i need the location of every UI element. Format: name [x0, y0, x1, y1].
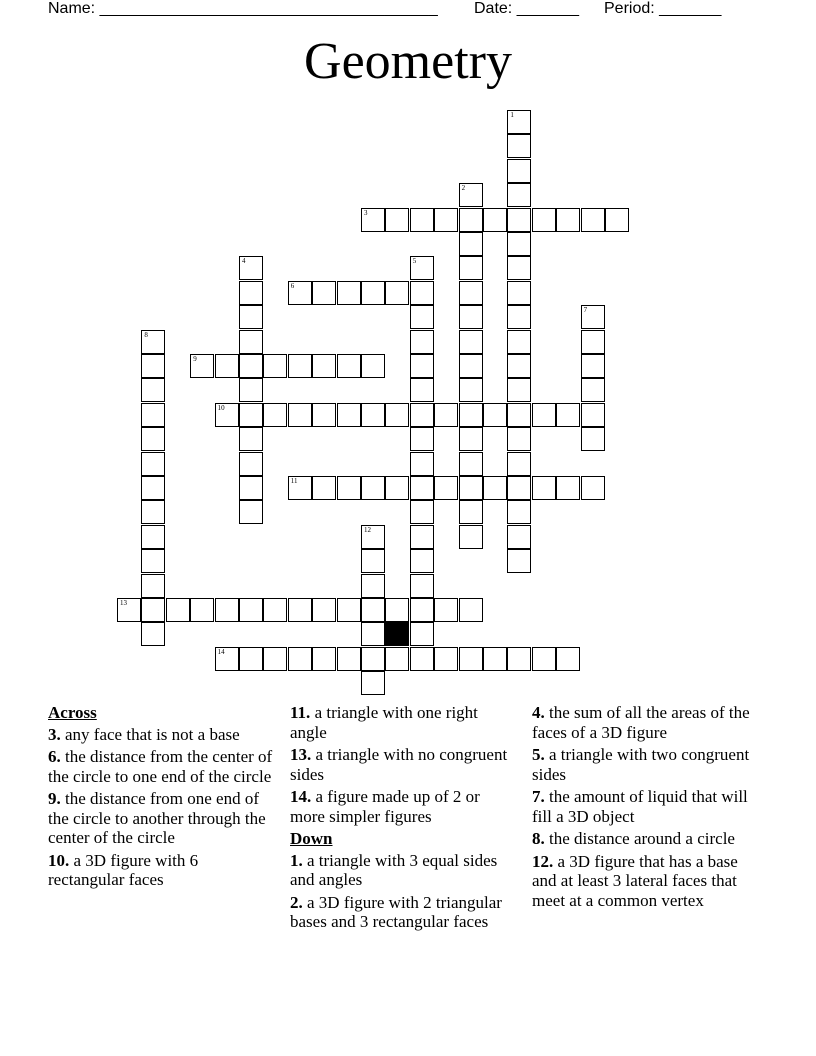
crossword-cell[interactable]: [215, 647, 239, 671]
clue-number: 5: [412, 257, 417, 266]
crossword-cell[interactable]: [507, 232, 531, 256]
clue-number: 2: [461, 184, 466, 193]
crossword-cell[interactable]: [410, 574, 434, 598]
crossword-cell[interactable]: [288, 354, 312, 378]
crossword-cell[interactable]: [141, 500, 165, 524]
crossword-cell[interactable]: [239, 427, 263, 451]
crossword-cell[interactable]: [263, 598, 287, 622]
crossword-cell[interactable]: [556, 208, 580, 232]
crossword-cell[interactable]: [337, 476, 361, 500]
crossword-cell[interactable]: [532, 403, 556, 427]
crossword-cell[interactable]: [410, 354, 434, 378]
clue-number: 11: [290, 477, 298, 485]
crossword-cell[interactable]: [337, 598, 361, 622]
crossword-cell[interactable]: [459, 330, 483, 354]
crossword-cell[interactable]: [507, 647, 531, 671]
crossword-cell[interactable]: [361, 281, 385, 305]
crossword-cell[interactable]: [410, 403, 434, 427]
crossword-cell[interactable]: [581, 378, 605, 402]
crossword-cell[interactable]: [141, 574, 165, 598]
crossword-cell[interactable]: [556, 403, 580, 427]
crossword-cell[interactable]: [215, 598, 239, 622]
crossword-cell[interactable]: [434, 598, 458, 622]
crossword-cell[interactable]: [239, 647, 263, 671]
clue-number: 6: [290, 281, 295, 290]
clue-down-7: 7. the amount of liquid that will fill a 3D object: [532, 787, 748, 826]
crossword-cell[interactable]: [459, 525, 483, 549]
crossword-cell[interactable]: [507, 549, 531, 573]
crossword-cell[interactable]: [361, 647, 385, 671]
crossword-cell[interactable]: [410, 256, 434, 280]
crossword-cell[interactable]: [507, 500, 531, 524]
crossword-cell[interactable]: [410, 622, 434, 646]
clue-down-4: 4. the sum of all the areas of the faces of a 3D figure: [532, 703, 750, 742]
clue-number: 8: [144, 330, 148, 339]
crossword-cell[interactable]: [459, 598, 483, 622]
crossword-cell[interactable]: [385, 476, 409, 500]
crossword-cell[interactable]: [239, 378, 263, 402]
clue-number: 7: [583, 306, 588, 315]
clue-across-11: 11. a triangle with one right angle: [290, 703, 478, 742]
crossword-cell[interactable]: [312, 598, 336, 622]
crossword-cell[interactable]: [361, 525, 385, 549]
crossword-cell[interactable]: [288, 647, 312, 671]
clue-number: 13: [120, 599, 127, 607]
crossword-cell[interactable]: [459, 452, 483, 476]
clue-across-10: 10. a 3D figure with 6 rectangular faces: [48, 850, 199, 889]
crossword-cell[interactable]: [239, 256, 263, 280]
crossword-cell[interactable]: [556, 476, 580, 500]
crossword-cell[interactable]: [459, 403, 483, 427]
crossword-cell[interactable]: [141, 549, 165, 573]
crossword-cell[interactable]: [410, 305, 434, 329]
crossword-cell[interactable]: [483, 403, 507, 427]
crossword-cell[interactable]: [507, 476, 531, 500]
crossword-cell[interactable]: [337, 281, 361, 305]
crossword-cell[interactable]: [239, 281, 263, 305]
crossword-cell[interactable]: [288, 281, 312, 305]
period-field-label: Period: _______: [604, 0, 722, 17]
crossword-cell[interactable]: [141, 403, 165, 427]
clue-down-1: 1. a triangle with 3 equal sides and angles: [290, 850, 498, 889]
crossword-cell[interactable]: [532, 476, 556, 500]
crossword-cell[interactable]: [239, 403, 263, 427]
crossword-cell[interactable]: [141, 622, 165, 646]
crossword-cell[interactable]: [434, 647, 458, 671]
clue-number: 14: [217, 647, 225, 656]
crossword-cell[interactable]: [141, 476, 165, 500]
crossword-cell[interactable]: [361, 574, 385, 598]
clue-across-3: 3. any face that is not a base: [48, 724, 240, 744]
crossword-cell[interactable]: [239, 476, 263, 500]
clue-across-6: 6. the distance from the center of the circle to one end of the circle: [48, 747, 273, 786]
name-field-label: Name: ______________________________________: [48, 0, 438, 17]
crossword-cell[interactable]: [141, 378, 165, 402]
crossword-cell[interactable]: [459, 281, 483, 305]
clue-down-5: 5. a triangle with two congruent sides: [532, 745, 750, 784]
crossword-cell[interactable]: [410, 598, 434, 622]
crossword-cell[interactable]: [459, 305, 483, 329]
crossword-cell[interactable]: [507, 256, 531, 280]
crossword-cell[interactable]: [190, 354, 214, 378]
crossword-cell[interactable]: [459, 378, 483, 402]
clue-number: 3: [364, 208, 368, 217]
crossword-cell[interactable]: [141, 525, 165, 549]
crossword-cell[interactable]: [507, 305, 531, 329]
crossword-cell[interactable]: [288, 598, 312, 622]
crossword-cell[interactable]: [507, 525, 531, 549]
crossword-cell[interactable]: [385, 647, 409, 671]
crossword-cell[interactable]: [141, 598, 165, 622]
crossword-cell[interactable]: [410, 330, 434, 354]
clues-column-3: [532, 703, 757, 913]
crossword-cell[interactable]: [141, 354, 165, 378]
crossword-cell[interactable]: [239, 500, 263, 524]
crossword-cell[interactable]: [459, 354, 483, 378]
clues-column-1: [48, 703, 273, 893]
crossword-cell[interactable]: [337, 403, 361, 427]
crossword-cell[interactable]: [459, 647, 483, 671]
crossword-cell[interactable]: [361, 208, 385, 232]
crossword-cell[interactable]: [361, 476, 385, 500]
crossword-cell[interactable]: [410, 525, 434, 549]
crossword-cell[interactable]: [312, 403, 336, 427]
crossword-cell[interactable]: [581, 354, 605, 378]
crossword-cell[interactable]: [361, 622, 385, 646]
crossword-cell[interactable]: [581, 476, 605, 500]
crossword-cell[interactable]: [385, 208, 409, 232]
crossword-cell[interactable]: [532, 647, 556, 671]
crossword-cell[interactable]: [483, 476, 507, 500]
crossword-cell[interactable]: [117, 598, 141, 622]
crossword-cell[interactable]: [239, 305, 263, 329]
crossword-cell[interactable]: [434, 208, 458, 232]
crossword-cell[interactable]: [581, 427, 605, 451]
crossword-cell[interactable]: [141, 452, 165, 476]
crossword-cell[interactable]: [459, 476, 483, 500]
crossword-cell[interactable]: [410, 647, 434, 671]
crossword-cell[interactable]: [239, 330, 263, 354]
crossword-cell[interactable]: [385, 598, 409, 622]
crossword-cell[interactable]: [361, 671, 385, 695]
crossword-cell[interactable]: [239, 354, 263, 378]
crossword-cell[interactable]: [459, 208, 483, 232]
crossword-cell[interactable]: [507, 403, 531, 427]
clue-number: 4: [242, 257, 246, 266]
crossword-cell[interactable]: [312, 354, 336, 378]
crossword-cell[interactable]: [410, 427, 434, 451]
down-heading: Down: [290, 829, 333, 848]
crossword-cell[interactable]: [361, 403, 385, 427]
crossword-cell[interactable]: [361, 598, 385, 622]
across-heading: Across: [48, 703, 97, 722]
crossword-cell[interactable]: [288, 476, 312, 500]
crossword-cell[interactable]: [507, 354, 531, 378]
date-field-label: Date: _______: [474, 0, 579, 17]
crossword-cell[interactable]: [215, 403, 239, 427]
crossword-cell[interactable]: [141, 427, 165, 451]
crossword-cell[interactable]: [410, 452, 434, 476]
crossword-cell[interactable]: [141, 330, 165, 354]
crossword-cell[interactable]: [434, 403, 458, 427]
crossword-cell[interactable]: [581, 330, 605, 354]
crossword-cell[interactable]: [507, 330, 531, 354]
crossword-cell[interactable]: [459, 232, 483, 256]
crossword-cell[interactable]: [239, 452, 263, 476]
crossword-cell[interactable]: [288, 403, 312, 427]
crossword-cell[interactable]: [410, 281, 434, 305]
crossword-cell[interactable]: [581, 208, 605, 232]
crossword-cell[interactable]: [312, 281, 336, 305]
crossword-cell[interactable]: [507, 183, 531, 207]
clues-section: [0, 703, 816, 1033]
crossword-cell[interactable]: [556, 647, 580, 671]
clue-across-13: 13. a triangle with no congruent sides: [290, 745, 508, 784]
clues-column-2: [290, 703, 515, 935]
crossword-cell[interactable]: [434, 476, 458, 500]
clue-down-2: 2. a 3D figure with 2 triangular bases and 3 rectangular faces: [290, 892, 502, 931]
crossword-cell[interactable]: [361, 354, 385, 378]
crossword-cell[interactable]: [483, 647, 507, 671]
crossword-cell[interactable]: [385, 281, 409, 305]
crossword-cell[interactable]: [190, 598, 214, 622]
crossword-cell[interactable]: [507, 281, 531, 305]
clue-number: 1: [510, 111, 514, 119]
crossword-cell[interactable]: [361, 549, 385, 573]
clue-down-8: 8. the distance around a circle: [532, 829, 735, 848]
crossword-cell[interactable]: [263, 647, 287, 671]
crossword-cell[interactable]: [507, 208, 531, 232]
crossword-cell[interactable]: [263, 403, 287, 427]
crossword-cell[interactable]: [483, 208, 507, 232]
crossword-cell[interactable]: [581, 403, 605, 427]
clue-number: 12: [364, 525, 371, 534]
crossword-cell[interactable]: [605, 208, 629, 232]
crossword-cell[interactable]: [507, 427, 531, 451]
crossword-cell[interactable]: [459, 256, 483, 280]
crossword-cell[interactable]: [459, 183, 483, 207]
crossword-cell[interactable]: [459, 427, 483, 451]
crossword-cell[interactable]: [410, 378, 434, 402]
crossword-cell[interactable]: [166, 598, 190, 622]
crossword-cell[interactable]: [507, 159, 531, 183]
crossword-cell[interactable]: [239, 598, 263, 622]
crossword-cell[interactable]: [507, 134, 531, 158]
crossword-cell[interactable]: [532, 208, 556, 232]
crossword-cell[interactable]: [507, 110, 531, 134]
black-square: [385, 622, 409, 646]
crossword-cell[interactable]: [337, 354, 361, 378]
crossword-cell[interactable]: [507, 378, 531, 402]
crossword-cell[interactable]: [507, 452, 531, 476]
crossword-cell[interactable]: [410, 476, 434, 500]
crossword-cell[interactable]: [410, 549, 434, 573]
crossword-cell[interactable]: [410, 500, 434, 524]
clue-number: 10: [217, 403, 225, 412]
crossword-cell[interactable]: [312, 647, 336, 671]
crossword-cell[interactable]: [385, 403, 409, 427]
clue-number: 9: [193, 355, 197, 363]
crossword-cell[interactable]: [263, 354, 287, 378]
page-title: Geometry: [304, 33, 512, 90]
clue-across-9: 9. the distance from one end of the circle to another through the center of the circle: [48, 789, 266, 847]
crossword-cell[interactable]: [312, 476, 336, 500]
crossword-cell[interactable]: [581, 305, 605, 329]
crossword-cell[interactable]: [459, 500, 483, 524]
crossword-cell[interactable]: [410, 208, 434, 232]
clue-down-12: 12. a 3D figure that has a base and at least 3 lateral faces that meet at a common vertex: [532, 851, 738, 910]
crossword-cell[interactable]: [215, 354, 239, 378]
crossword-cell[interactable]: [337, 647, 361, 671]
clue-across-14: 14. a figure made up of 2 or more simpler figures: [290, 787, 480, 826]
